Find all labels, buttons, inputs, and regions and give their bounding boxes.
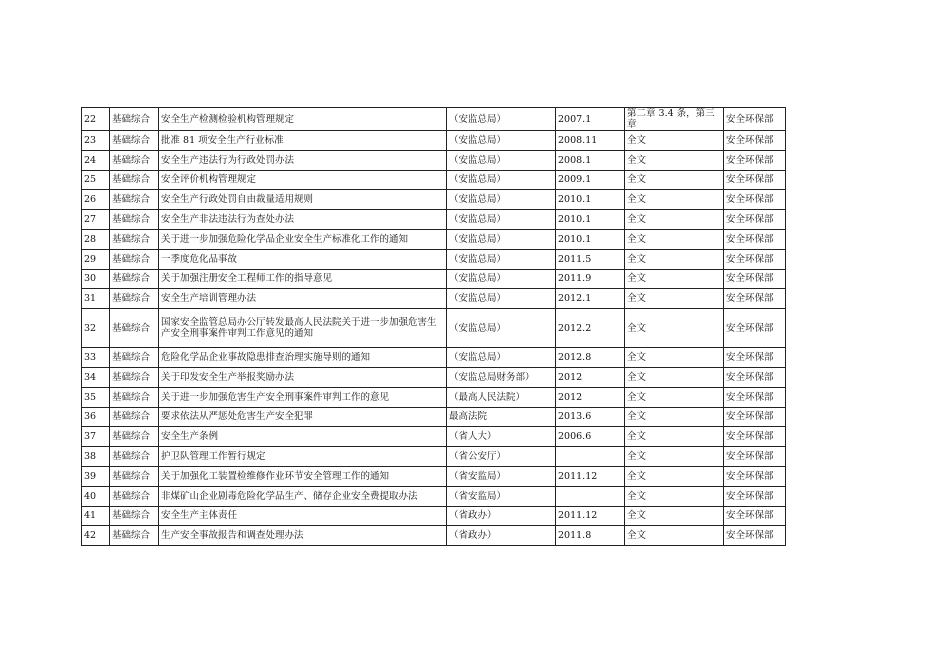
row-number-cell: 38 [82, 447, 110, 467]
table-row [82, 229, 786, 249]
table-row [82, 131, 786, 151]
issue-date-cell: 2011.12 [556, 466, 625, 486]
regulation-table [81, 107, 786, 546]
regulation-title-cell: 安全生产行政处罚自由裁量适用规则 [159, 190, 447, 210]
responsible-dept-cell: 安全环保部 [724, 210, 786, 230]
issue-date-cell [556, 447, 625, 467]
regulation-title-cell: 关于进一步加强危害生产安全刑事案件审判工作的意见 [159, 387, 447, 407]
responsible-dept-cell: 安全环保部 [724, 249, 786, 269]
issuing-authority-cell: （省安监局） [447, 486, 556, 506]
row-number-cell: 41 [82, 506, 110, 526]
row-number-cell: 30 [82, 269, 110, 289]
issuing-authority-cell: （安监总局） [447, 108, 556, 131]
row-number-cell: 39 [82, 466, 110, 486]
issue-date-cell: 2009.1 [556, 170, 625, 190]
row-number-cell: 40 [82, 486, 110, 506]
row-number-cell: 35 [82, 387, 110, 407]
applicable-clause-cell: 全文 [625, 210, 724, 230]
issuing-authority-cell: （安监总局） [447, 289, 556, 309]
responsible-dept-cell: 安全环保部 [724, 348, 786, 368]
table-row [82, 486, 786, 506]
applicable-clause-cell: 全文 [625, 249, 724, 269]
issue-date-cell: 2010.1 [556, 190, 625, 210]
regulation-title-cell: 关于进一步加强危险化学品企业安全生产标准化工作的通知 [159, 229, 447, 249]
category-cell: 基础综合 [110, 309, 159, 348]
category-cell: 基础综合 [110, 190, 159, 210]
responsible-dept-cell: 安全环保部 [724, 387, 786, 407]
category-cell: 基础综合 [110, 427, 159, 447]
issue-date-cell: 2011.8 [556, 526, 625, 546]
issue-date-cell: 2012.2 [556, 309, 625, 348]
responsible-dept-cell: 安全环保部 [724, 526, 786, 546]
issuing-authority-cell: （安监总局） [447, 190, 556, 210]
issue-date-cell: 2012.8 [556, 348, 625, 368]
issuing-authority-cell: （省人大） [447, 427, 556, 447]
issue-date-cell: 2013.6 [556, 407, 625, 427]
issuing-authority-cell: （安监总局） [447, 249, 556, 269]
table-row [82, 407, 786, 427]
row-number-cell: 36 [82, 407, 110, 427]
category-cell: 基础综合 [110, 170, 159, 190]
row-number-cell: 29 [82, 249, 110, 269]
regulation-table-body [82, 108, 786, 546]
issuing-authority-cell: （安监总局） [447, 131, 556, 151]
issue-date-cell: 2012 [556, 367, 625, 387]
applicable-clause-cell: 全文 [625, 466, 724, 486]
issue-date-cell: 2011.9 [556, 269, 625, 289]
issuing-authority-cell: （安监总局） [447, 309, 556, 348]
category-cell: 基础综合 [110, 387, 159, 407]
issuing-authority-cell: （安监总局） [447, 150, 556, 170]
issue-date-cell: 2010.1 [556, 210, 625, 230]
row-number-cell: 42 [82, 526, 110, 546]
regulation-title-cell: 安全生产非法违法行为查处办法 [159, 210, 447, 230]
category-cell: 基础综合 [110, 150, 159, 170]
regulation-title-cell: 批准 81 项安全生产行业标准 [159, 131, 447, 151]
responsible-dept-cell: 安全环保部 [724, 229, 786, 249]
category-cell: 基础综合 [110, 506, 159, 526]
table-row [82, 367, 786, 387]
row-number-cell: 33 [82, 348, 110, 368]
regulation-title-cell: 安全评价机构管理规定 [159, 170, 447, 190]
responsible-dept-cell: 安全环保部 [724, 269, 786, 289]
applicable-clause-cell: 全文 [625, 506, 724, 526]
responsible-dept-cell: 安全环保部 [724, 190, 786, 210]
category-cell: 基础综合 [110, 108, 159, 131]
table-row [82, 447, 786, 467]
applicable-clause-cell: 全文 [625, 170, 724, 190]
responsible-dept-cell: 安全环保部 [724, 170, 786, 190]
applicable-clause-cell: 全文 [625, 269, 724, 289]
issuing-authority-cell: （安监总局） [447, 229, 556, 249]
applicable-clause-cell: 全文 [625, 190, 724, 210]
table-row [82, 170, 786, 190]
applicable-clause-cell: 全文 [625, 387, 724, 407]
category-cell: 基础综合 [110, 526, 159, 546]
category-cell: 基础综合 [110, 466, 159, 486]
category-cell: 基础综合 [110, 407, 159, 427]
responsible-dept-cell: 安全环保部 [724, 447, 786, 467]
row-number-cell: 37 [82, 427, 110, 447]
applicable-clause-cell: 全文 [625, 447, 724, 467]
applicable-clause-cell: 全文 [625, 229, 724, 249]
table-row [82, 387, 786, 407]
responsible-dept-cell: 安全环保部 [724, 466, 786, 486]
applicable-clause-cell: 全文 [625, 526, 724, 546]
regulation-title-cell: 生产安全事故报告和调查处理办法 [159, 526, 447, 546]
issue-date-cell: 2006.6 [556, 427, 625, 447]
responsible-dept-cell: 安全环保部 [724, 289, 786, 309]
responsible-dept-cell: 安全环保部 [724, 486, 786, 506]
row-number-cell: 32 [82, 309, 110, 348]
responsible-dept-cell: 安全环保部 [724, 407, 786, 427]
regulation-title-cell: 安全生产培训管理办法 [159, 289, 447, 309]
category-cell: 基础综合 [110, 269, 159, 289]
issuing-authority-cell: （安监总局） [447, 170, 556, 190]
responsible-dept-cell: 安全环保部 [724, 108, 786, 131]
category-cell: 基础综合 [110, 249, 159, 269]
applicable-clause-cell: 全文 [625, 427, 724, 447]
table-row [82, 289, 786, 309]
regulation-title-cell: 关于加强化工装置检维修作业环节安全管理工作的通知 [159, 466, 447, 486]
regulation-title-cell: 要求依法从严惩处危害生产安全犯罪 [159, 407, 447, 427]
applicable-clause-cell: 全文 [625, 348, 724, 368]
category-cell: 基础综合 [110, 348, 159, 368]
category-cell: 基础综合 [110, 131, 159, 151]
issue-date-cell: 2012 [556, 387, 625, 407]
table-row [82, 526, 786, 546]
applicable-clause-cell: 全文 [625, 131, 724, 151]
regulation-title-cell: 安全生产条例 [159, 427, 447, 447]
regulation-title-cell: 危险化学品企业事故隐患排查治理实施导则的通知 [159, 348, 447, 368]
issuing-authority-cell: 最高法院 [447, 407, 556, 427]
issuing-authority-cell: （安监总局） [447, 210, 556, 230]
table-row [82, 150, 786, 170]
regulation-title-cell: 关于印发安全生产举报奖励办法 [159, 367, 447, 387]
regulation-title-cell: 关于加强注册安全工程师工作的指导意见 [159, 269, 447, 289]
table-row [82, 309, 786, 348]
category-cell: 基础综合 [110, 229, 159, 249]
responsible-dept-cell: 安全环保部 [724, 131, 786, 151]
category-cell: 基础综合 [110, 367, 159, 387]
issuing-authority-cell: （省政办） [447, 526, 556, 546]
issue-date-cell: 2010.1 [556, 229, 625, 249]
regulation-title-cell: 安全生产主体责任 [159, 506, 447, 526]
row-number-cell: 31 [82, 289, 110, 309]
issuing-authority-cell: （省公安厅） [447, 447, 556, 467]
regulation-title-cell: 护卫队管理工作暂行规定 [159, 447, 447, 467]
row-number-cell: 25 [82, 170, 110, 190]
table-row [82, 190, 786, 210]
table-row [82, 249, 786, 269]
category-cell: 基础综合 [110, 289, 159, 309]
applicable-clause-cell: 第二章 3.4 条，第三章 [625, 108, 724, 131]
applicable-clause-cell: 全文 [625, 150, 724, 170]
issuing-authority-cell: （安监总局） [447, 269, 556, 289]
regulation-title-cell: 一季度危化品事故 [159, 249, 447, 269]
responsible-dept-cell: 安全环保部 [724, 309, 786, 348]
responsible-dept-cell: 安全环保部 [724, 427, 786, 447]
issuing-authority-cell: （省安监局） [447, 466, 556, 486]
category-cell: 基础综合 [110, 210, 159, 230]
table-row [82, 427, 786, 447]
issue-date-cell: 2008.1 [556, 150, 625, 170]
responsible-dept-cell: 安全环保部 [724, 506, 786, 526]
regulation-title-cell: 非煤矿山企业剧毒危险化学品生产、储存企业安全费提取办法 [159, 486, 447, 506]
issue-date-cell [556, 486, 625, 506]
applicable-clause-cell: 全文 [625, 486, 724, 506]
table-row [82, 348, 786, 368]
row-number-cell: 27 [82, 210, 110, 230]
issuing-authority-cell: （安监总局） [447, 348, 556, 368]
category-cell: 基础综合 [110, 486, 159, 506]
issue-date-cell: 2011.5 [556, 249, 625, 269]
row-number-cell: 28 [82, 229, 110, 249]
regulation-title-cell: 安全生产检测检验机构管理规定 [159, 108, 447, 131]
responsible-dept-cell: 安全环保部 [724, 150, 786, 170]
applicable-clause-cell: 全文 [625, 289, 724, 309]
regulation-title-cell: 国家安全监管总局办公厅转发最高人民法院关于进一步加强危害生产安全刑事案件审判工作意见的通知 [159, 309, 447, 348]
table-row [82, 506, 786, 526]
issuing-authority-cell: （省政办） [447, 506, 556, 526]
issue-date-cell: 2007.1 [556, 108, 625, 131]
issue-date-cell: 2011.12 [556, 506, 625, 526]
table-row [82, 210, 786, 230]
issuing-authority-cell: （安监总局财务部） [447, 367, 556, 387]
table-row [82, 466, 786, 486]
table-row [82, 269, 786, 289]
applicable-clause-cell: 全文 [625, 407, 724, 427]
table-row [82, 108, 786, 131]
row-number-cell: 22 [82, 108, 110, 131]
row-number-cell: 24 [82, 150, 110, 170]
applicable-clause-cell: 全文 [625, 309, 724, 348]
responsible-dept-cell: 安全环保部 [724, 367, 786, 387]
category-cell: 基础综合 [110, 447, 159, 467]
row-number-cell: 23 [82, 131, 110, 151]
issue-date-cell: 2012.1 [556, 289, 625, 309]
applicable-clause-cell: 全文 [625, 367, 724, 387]
row-number-cell: 26 [82, 190, 110, 210]
issue-date-cell: 2008.11 [556, 131, 625, 151]
row-number-cell: 34 [82, 367, 110, 387]
regulation-title-cell: 安全生产违法行为行政处罚办法 [159, 150, 447, 170]
issuing-authority-cell: （最高人民法院） [447, 387, 556, 407]
